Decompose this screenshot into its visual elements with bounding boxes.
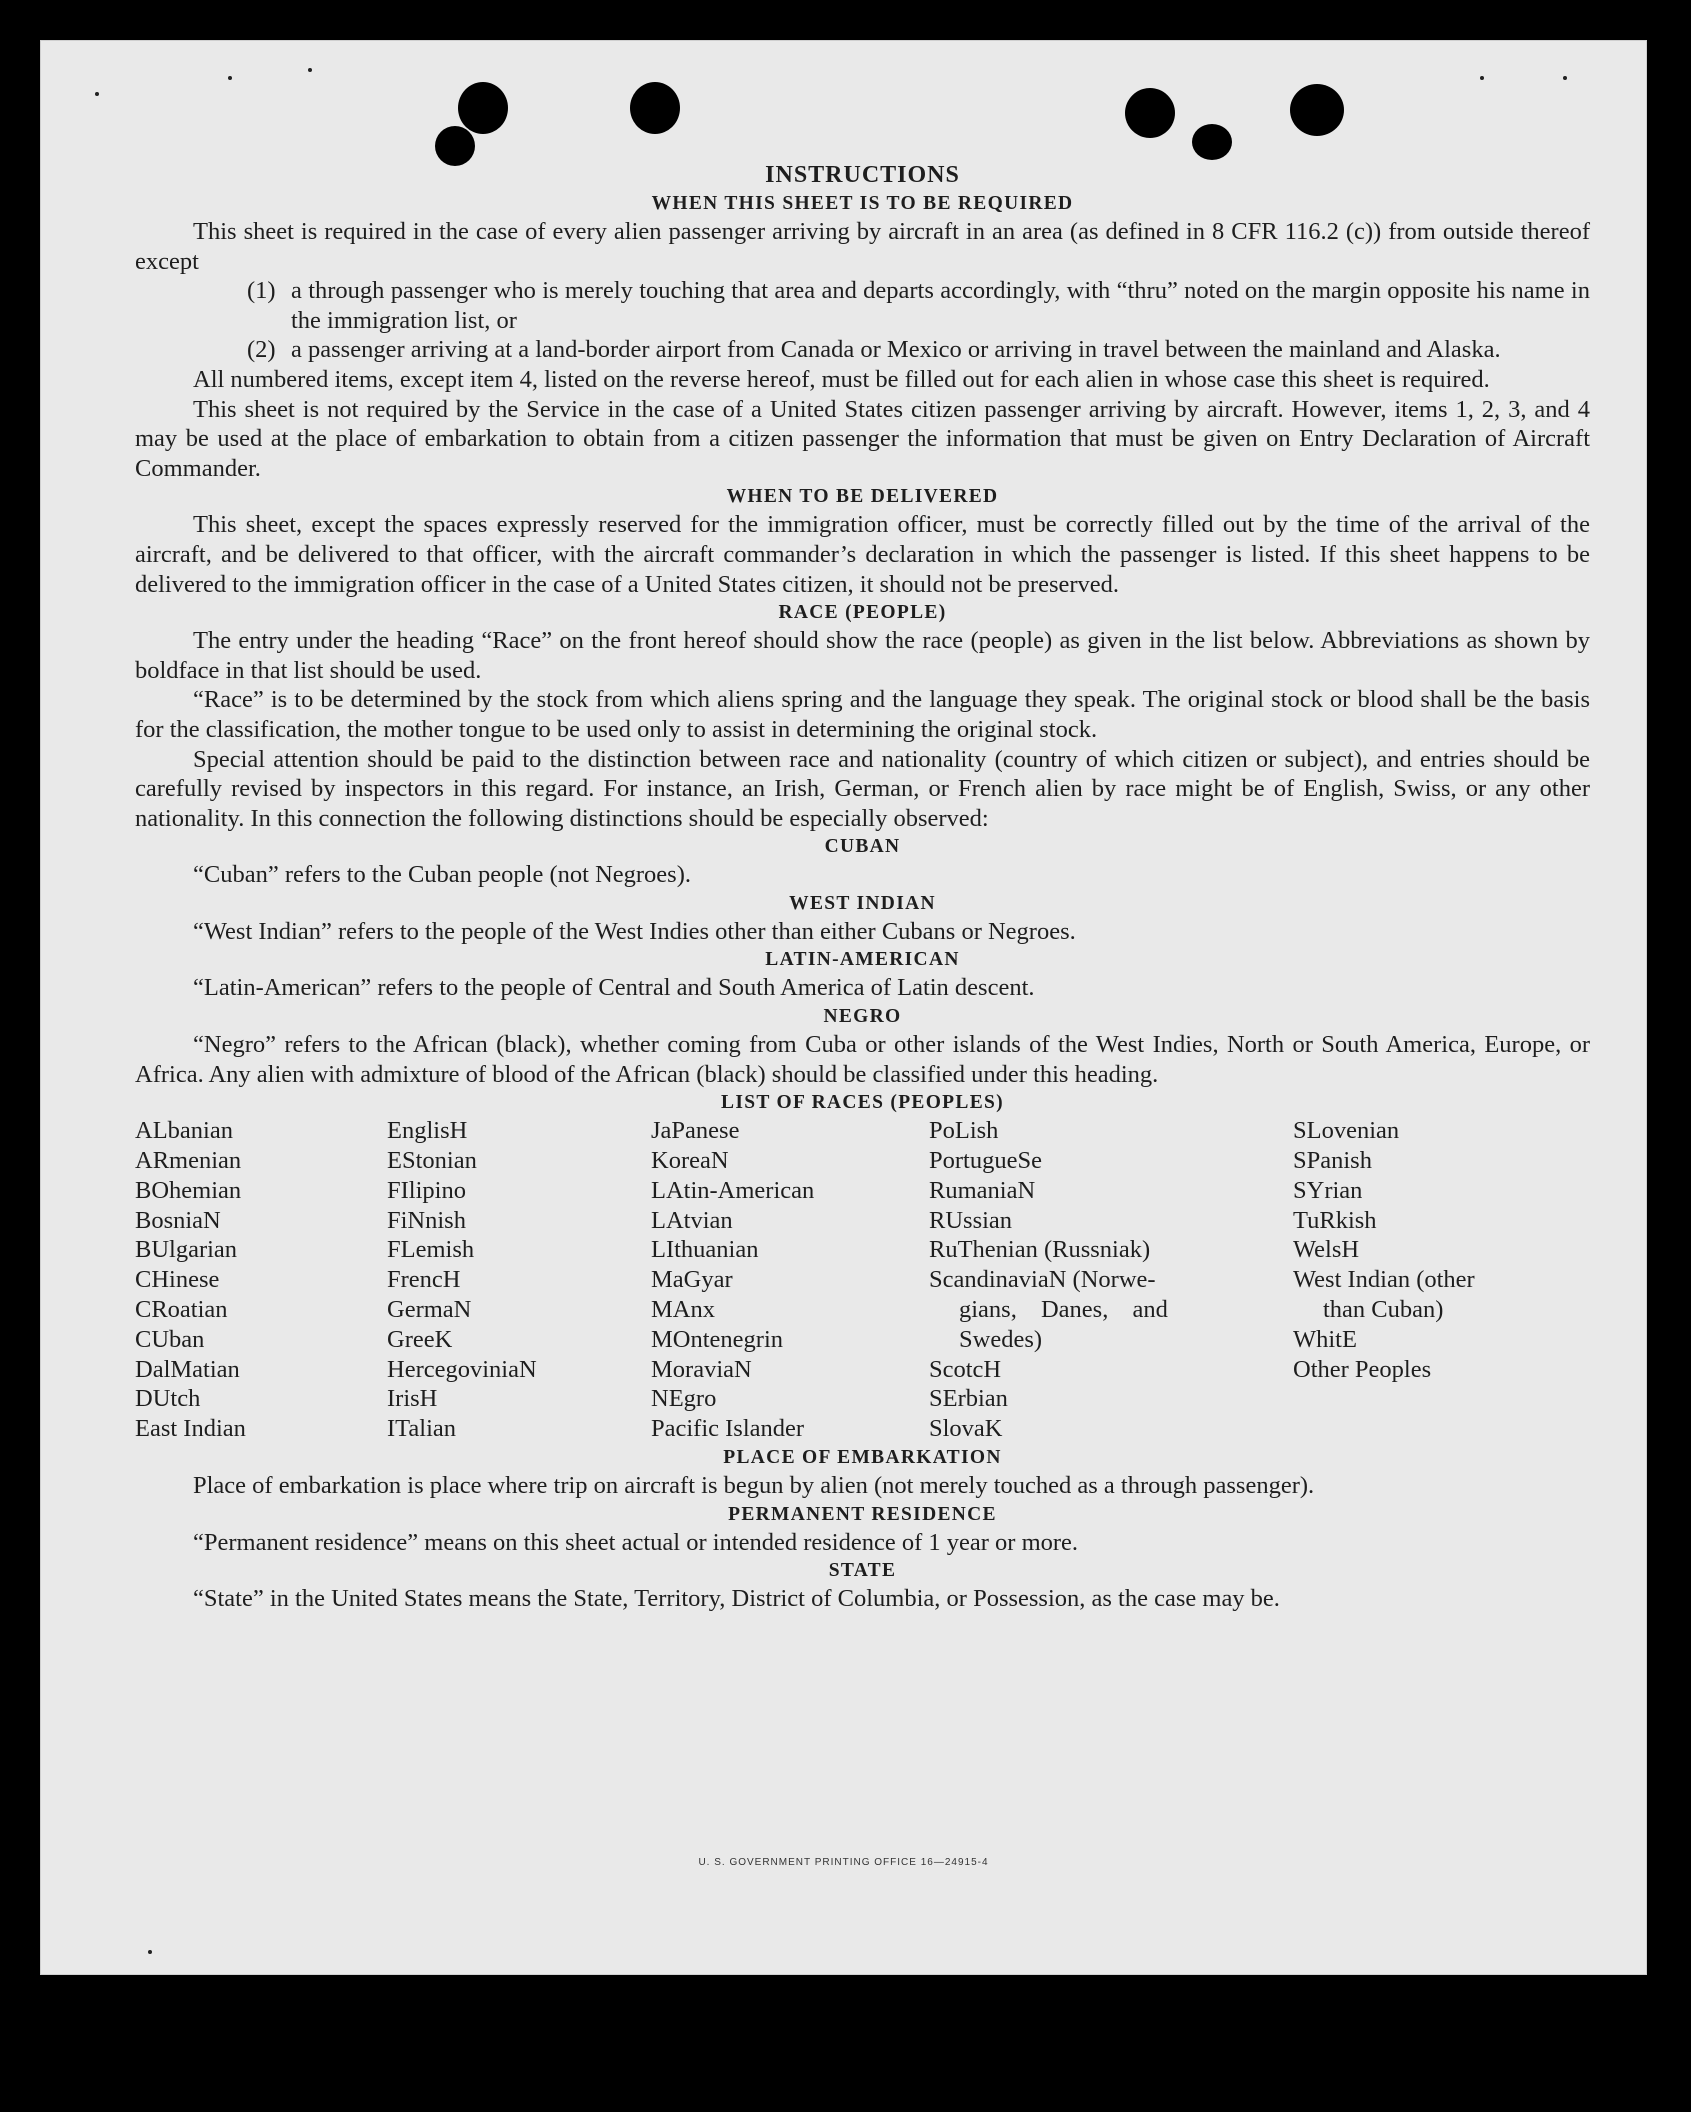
race-item: CRoatian [135, 1296, 228, 1324]
numbered-item [135, 335, 1590, 365]
instructions-body [135, 118, 1590, 1614]
document-page [40, 40, 1647, 1975]
page-title: INSTRUCTIONS [765, 162, 960, 188]
race-item: RumaniaN [929, 1176, 1036, 1204]
paragraph: Special attention should be paid to the distinction between race and nationality (country of which citizen or subject), and entries should be carefully revised by inspectors in this regard. For instance, an Irish, German, or French alien by race might be of English, Swiss, or any other nationality. In this connection the following distinctions should be especially observed: [135, 745, 1590, 832]
race-list [135, 1116, 1590, 1444]
race-item: DUtch [135, 1385, 201, 1413]
paragraph: This sheet, except the spaces expressly reserved for the immigration officer, must be correctly filled out by the time of the arrival of the aircraft, and be delivered to that officer, with the aircraft commander’s declaration in which the passenger is listed. If this sheet happens to be delivered to the immigration officer in the case of a United States citizen, it should not be preserved. [135, 511, 1590, 598]
race-column [387, 1116, 651, 1444]
race-item: KoreaN [651, 1147, 729, 1175]
race-item: GreeK [387, 1325, 453, 1353]
race-item: EnglisH [387, 1117, 468, 1145]
race-column [135, 1116, 387, 1444]
race-item: West Indian (other [1293, 1266, 1475, 1294]
heading-negro: NEGRO [823, 1006, 902, 1028]
heading-cuban: CUBAN [824, 836, 901, 858]
race-item: MAnx [651, 1296, 715, 1324]
paragraph: This sheet is not required by the Service in the case of a United States citizen passenger arriving by aircraft. However, items 1, 2, 3, and 4 may be used at the place of embarkation to obtain from a citizen passenger the information that must be given on Entry Declaration of Aircraft Commander. [135, 395, 1590, 482]
speck [95, 92, 99, 96]
printer-imprint: U. S. GOVERNMENT PRINTING OFFICE 16—24915-4 [698, 1857, 989, 1868]
race-column [929, 1116, 1293, 1444]
race-item: PoLish [929, 1117, 999, 1145]
numbered-item [135, 276, 1590, 335]
race-item: Pacific Islander [651, 1415, 805, 1443]
paragraph: “Race” is to be determined by the stock from which aliens spring and the language they speak. The original stock or blood shall be the basis for the classification, the mother tongue to be used only to assist in determining the original stock. [135, 686, 1590, 743]
race-item: BosniaN [135, 1206, 221, 1234]
race-item: MOntenegrin [651, 1325, 783, 1353]
race-item: RUssian [929, 1206, 1013, 1234]
heading-list-of-races: LIST OF RACES (PEOPLES) [721, 1092, 1004, 1114]
paragraph: This sheet is required in the case of every alien passenger arriving by aircraft in an area (as defined in 8 CFR 116.2 (c)) from outside thereof except [135, 218, 1590, 275]
item-text: a passenger arriving at a land-border airport from Canada or Mexico or arriving in travel between the mainland and Alaska. [291, 336, 1501, 364]
race-item: TuRkish [1293, 1206, 1377, 1234]
race-item: ARmenian [135, 1147, 242, 1175]
race-item: BUlgarian [135, 1236, 238, 1264]
heading-when-delivered: WHEN TO BE DELIVERED [726, 486, 999, 508]
race-item: DalMatian [135, 1355, 240, 1383]
race-item: WhitE [1293, 1325, 1357, 1353]
item-number: (2) [247, 336, 276, 364]
race-item: ALbanian [135, 1117, 233, 1145]
race-item: LIthuanian [651, 1236, 759, 1264]
race-item: ScandinaviaN (Norwe- [929, 1266, 1156, 1294]
heading-west-indian: WEST INDIAN [789, 892, 936, 914]
race-item: than Cuban) [1323, 1296, 1444, 1324]
race-column [651, 1116, 929, 1444]
paragraph: All numbered items, except item 4, listed on the reverse hereof, must be filled out for each alien in whose case this sheet is required. [193, 365, 1490, 393]
race-item: ITalian [387, 1415, 457, 1443]
race-item: FLemish [387, 1236, 475, 1264]
race-item: GermaN [387, 1296, 472, 1324]
race-item: SYrian [1293, 1176, 1363, 1204]
paragraph: “Permanent residence” means on this sheet actual or intended residence of 1 year or more. [193, 1528, 1079, 1556]
race-item: Other Peoples [1293, 1355, 1432, 1383]
race-item: East Indian [135, 1415, 246, 1443]
race-item: Swedes) [959, 1325, 1043, 1353]
race-item: LAtvian [651, 1206, 733, 1234]
race-item: FrencH [387, 1266, 461, 1294]
paragraph: The entry under the heading “Race” on the front hereof should show the race (people) as given in the list below. Abbreviations as shown by boldface in that list should be used. [135, 627, 1590, 684]
heading-race: RACE (PEOPLE) [778, 602, 947, 624]
race-item: FIlipino [387, 1176, 466, 1204]
paragraph: “Negro” refers to the African (black), whether coming from Cuba or other islands of the West Indies, North or South America, Europe, or Africa. Any alien with admixture of blood of the African (black) should be classified under this heading. [135, 1031, 1590, 1088]
race-item: ScotcH [929, 1355, 1002, 1383]
race-item: JaPanese [651, 1117, 740, 1145]
race-item: PortugueSe [929, 1147, 1042, 1175]
item-number: (1) [247, 277, 276, 305]
race-item: SLovenian [1293, 1117, 1400, 1145]
speck [1563, 76, 1567, 80]
heading-state: STATE [828, 1560, 897, 1582]
race-item: LAtin-American [651, 1176, 815, 1204]
paragraph: “Latin-American” refers to the people of Central and South America of Latin descent. [193, 974, 1035, 1002]
race-item: CUban [135, 1325, 205, 1353]
race-item: WelsH [1293, 1236, 1360, 1264]
race-item: SErbian [929, 1385, 1008, 1413]
paragraph: “West Indian” refers to the people of the West Indies other than either Cubans or Negroes. [193, 917, 1076, 945]
speck [148, 1950, 152, 1954]
paragraph: “Cuban” refers to the Cuban people (not Negroes). [193, 861, 691, 889]
race-item: BOhemian [135, 1176, 242, 1204]
speck [228, 76, 232, 80]
paragraph: Place of embarkation is place where trip on aircraft is begun by alien (not merely touched as a through passenger). [193, 1472, 1315, 1500]
race-item: NEgro [651, 1385, 717, 1413]
race-item: HercegoviniaN [387, 1355, 537, 1383]
paragraph: “State” in the United States means the State, Territory, District of Columbia, or Possession, as the case may be. [193, 1585, 1280, 1613]
race-item: EStonian [387, 1147, 477, 1175]
race-item: IrisH [387, 1385, 438, 1413]
race-item: CHinese [135, 1266, 220, 1294]
heading-when-required: WHEN THIS SHEET IS TO BE REQUIRED [651, 193, 1074, 214]
race-item: FiNnish [387, 1206, 466, 1234]
race-item: MaGyar [651, 1266, 733, 1294]
race-item: MoraviaN [651, 1355, 752, 1383]
race-item: SPanish [1293, 1147, 1372, 1175]
race-item: gians, Danes, and [959, 1296, 1168, 1324]
race-column [1293, 1116, 1579, 1444]
speck [308, 68, 312, 72]
race-item: SlovaK [929, 1415, 1003, 1443]
item-text: a through passenger who is merely touching that area and departs accordingly, with “thru” noted on the margin opposite his name in the immigration list, or [291, 277, 1590, 334]
race-item: RuThenian (Russniak) [929, 1236, 1151, 1264]
heading-permanent-residence: PERMANENT RESIDENCE [728, 1503, 997, 1525]
speck [1480, 76, 1484, 80]
heading-embarkation: PLACE OF EMBARKATION [723, 1447, 1002, 1469]
heading-latin-american: LATIN-AMERICAN [765, 949, 960, 971]
